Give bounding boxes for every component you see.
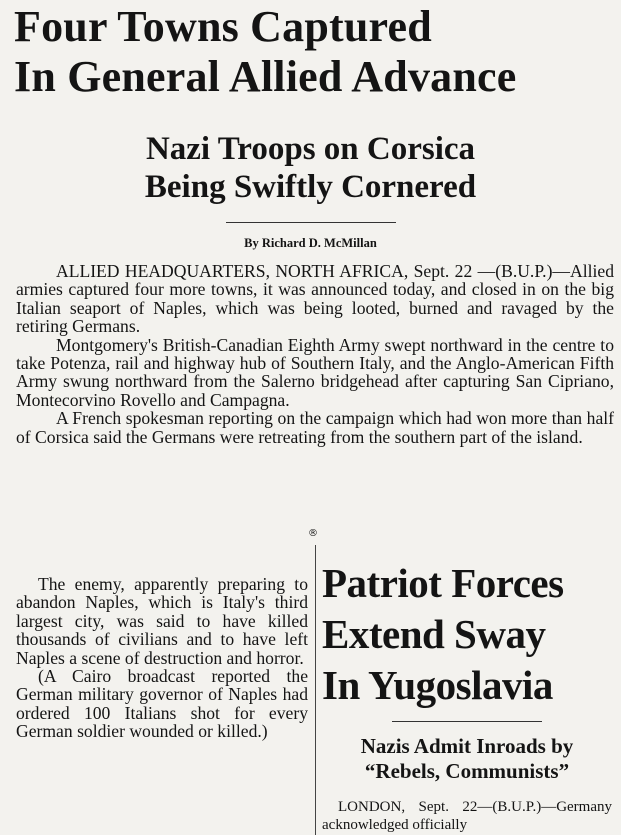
side-headline-line2: Extend Sway bbox=[322, 611, 546, 657]
side-headline-line1: Patriot Forces bbox=[322, 560, 564, 606]
article-paragraph-1: ALLIED HEADQUARTERS, NORTH AFRICA, Sept. 22 —(B.U.P.)—Allied armies captured four more towns, it was announced today, and closed in on the big Italian seaport of Naples, which was being looted, burned and ravaged by the retiring Germans. bbox=[16, 261, 614, 337]
registered-mark: ® bbox=[308, 528, 318, 539]
separator-rule bbox=[226, 222, 396, 223]
article-paragraph-3: A French spokesman reporting on the campaign which had won more than half of Corsica said the Germans were retreating from the southern part of the island. bbox=[16, 408, 614, 447]
side-story-subheadline bbox=[322, 734, 612, 784]
article-paragraph-2: Montgomery's British-Canadian Eighth Army swept northward in the centre to take Potenza, rail and highway hub of Southern Italy, and the Anglo-American Fifth Army swung northward from the Salerno bridgehead after capturing San Cipriano, Montecorvino Rovello and Campagna. bbox=[16, 334, 614, 410]
side-story-headline bbox=[322, 558, 612, 711]
article-body bbox=[16, 262, 614, 446]
subheadline-line1: Nazi Troops on Corsica bbox=[145, 131, 476, 167]
side-sub-line1: Nazis Admit Inroads by bbox=[360, 734, 574, 758]
article-paragraph-5: (A Cairo broadcast reported the German military governor of Naples had ordered 100 Italians shot for every German soldier wounded or killed.) bbox=[16, 666, 308, 742]
subheadline-line2: Being Swiftly Cornered bbox=[144, 169, 477, 205]
column-divider bbox=[315, 545, 316, 835]
main-headline-line1: Four Towns Captured bbox=[14, 2, 432, 51]
side-sub-line2: “Rebels, Communists” bbox=[364, 759, 570, 783]
byline: By Richard D. McMillan bbox=[244, 236, 377, 250]
subheadline bbox=[0, 130, 621, 206]
side-story-rule bbox=[392, 721, 542, 722]
main-headline-line2: In General Allied Advance bbox=[14, 52, 517, 101]
main-headline bbox=[14, 2, 614, 102]
side-story-body: LONDON, Sept. 22—(B.U.P.)—Germany acknowledged officially bbox=[322, 799, 612, 833]
article-paragraph-4: The enemy, apparently preparing to abandon Naples, which is Italy's third largest city, was said to have killed thousands of civilians and to have left Naples a scene of destruction and horror. bbox=[16, 574, 308, 668]
article-left-column bbox=[16, 575, 308, 741]
side-headline-line3: In Yugoslavia bbox=[322, 662, 553, 708]
side-story bbox=[322, 558, 612, 834]
